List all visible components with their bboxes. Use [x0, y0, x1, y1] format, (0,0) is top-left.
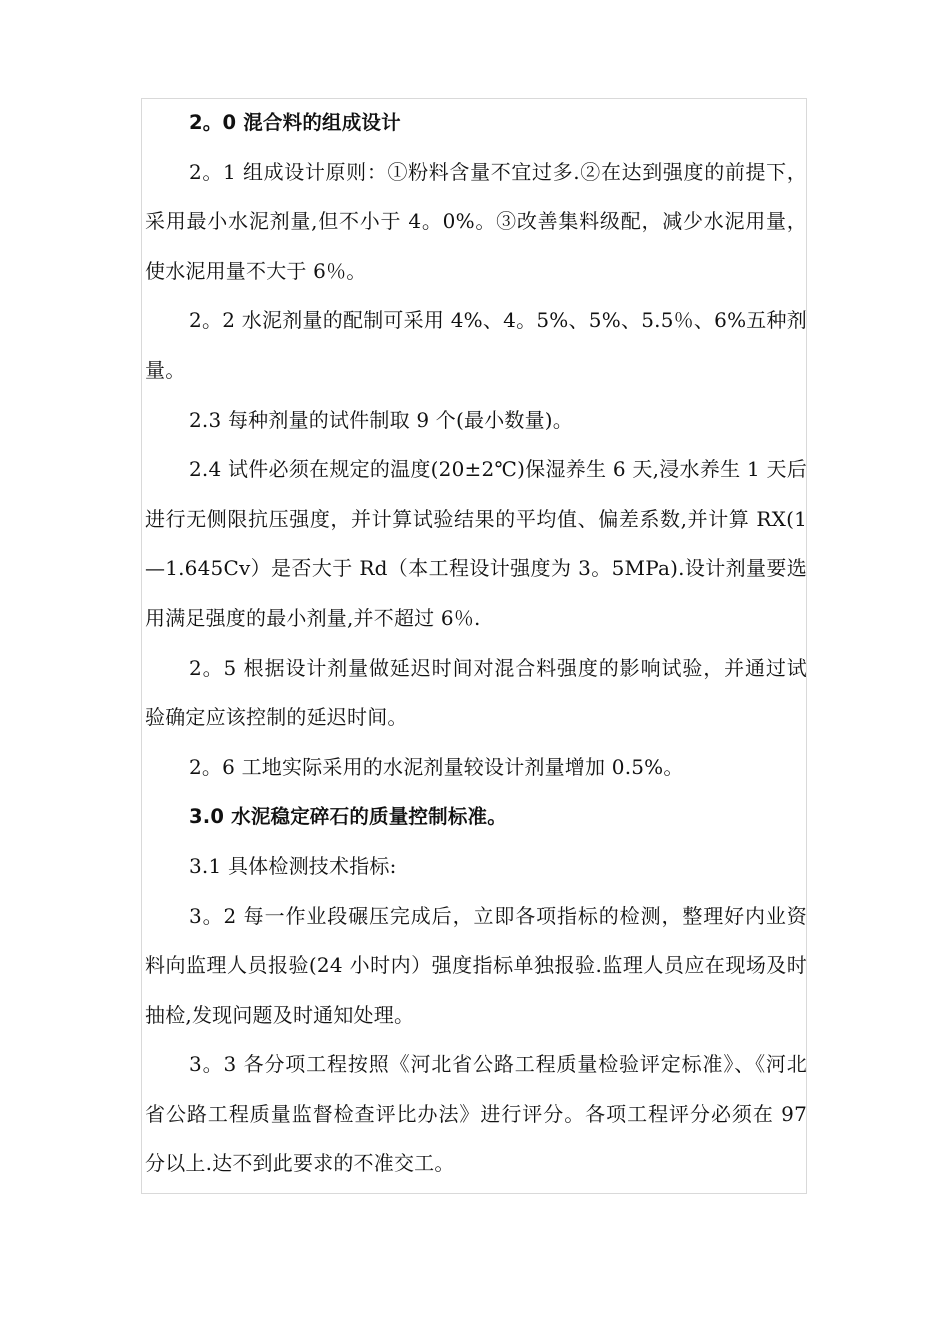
paragraph-2-6: 2。6 工地实际采用的水泥剂量较设计剂量增加 0.5%。: [189, 754, 684, 779]
section-heading-2-0: 2。0 混合料的组成设计: [189, 111, 401, 134]
paragraph-2-1: 2。1 组成设计原则：①粉料含量不宜过多.②在达到强度的前提下，采用最小水泥剂量,但不小于 4。0%。③改善集料级配，减少水泥用量，使水泥用量不大于 6％。: [145, 159, 807, 283]
section-heading-3-0: 3.0 水泥稳定碎石的质量控制标准。: [189, 805, 507, 829]
paragraph-2-4: 2.4 试件必须在规定的温度(20±2℃)保湿养生 6 天,浸水养生 1 天后进行无侧限抗压强度，并计算试验结果的平均值、偏差系数,并计算 RX(1—1.645Cv）是否大于 Rd（本工程设计强度为 3。5MPa).设计剂量要选用满足强度的最小剂量,并不超过 6％.: [145, 457, 807, 630]
paragraph-2-5: 2。5 根据设计剂量做延迟时间对混合料强度的影响试验，并通过试验确定应该控制的延迟时间。: [145, 655, 807, 730]
paragraph-3-1: 3.1 具体检测技术指标:: [189, 853, 397, 878]
paragraph-3-2: 3。2 每一作业段碾压完成后，立即各项指标的检测，整理好内业资料向监理人员报验(24 小时内）强度指标单独报验.监理人员应在现场及时抽检,发现问题及时通知处理。: [145, 903, 807, 1027]
document-body: [145, 98, 807, 1189]
paragraph-3-3: 3。3 各分项工程按照《河北省公路工程质量检验评定标准》、《河北省公路工程质量监督检查评比办法》进行评分。各项工程评分必须在 97 分以上.达不到此要求的不准交工。: [145, 1052, 807, 1176]
paragraph-2-3: 2.3 每种剂量的试件制取 9 个(最小数量)。: [189, 407, 574, 432]
paragraph-2-2: 2。2 水泥剂量的配制可采用 4%、4。5%、5%、5.5％、6%五种剂量。: [145, 308, 807, 382]
